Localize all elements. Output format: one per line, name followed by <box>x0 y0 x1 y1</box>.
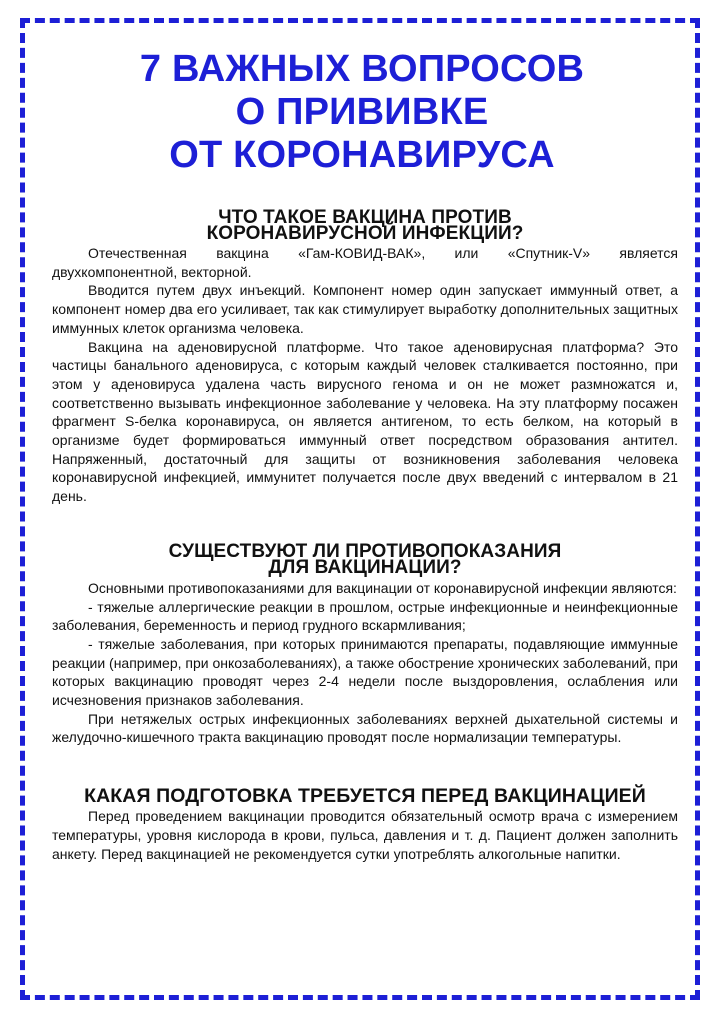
section-preparation <box>52 785 678 863</box>
section-heading <box>52 785 678 807</box>
poster-title <box>28 48 696 177</box>
paragraph: При нетяжелых острых инфекционных заболеваниях верхней дыхательной системы и желудочно-кишечного тракта вакцинацию проводят после нормализации температуры. <box>52 710 678 746</box>
title-line: ОТ КОРОНАВИРУСА <box>169 134 555 176</box>
heading-line: КАКАЯ ПОДГОТОВКА ТРЕБУЕТСЯ ПЕРЕД ВАКЦИНАЦИЕЙ <box>84 785 646 808</box>
list-item: - тяжелые заболевания, при которых принимаются препараты, подавляющие иммунные реакции (например, при онкозаболеваниях), а также обострение хронических заболеваний, при которых вакцинацию проводят через 2-4 недели после выздоровления, ослабления или исчезновения признаков заболевания. <box>52 635 678 709</box>
list-item: - тяжелые аллергические реакции в прошлом, острые инфекционные и неинфекционные заболевания, беременность и период грудного вскармливания; <box>52 598 678 634</box>
poster-content <box>52 207 678 863</box>
section-contraindications <box>52 540 678 747</box>
heading-line: ЧТО ТАКОЕ ВАКЦИНА ПРОТИВ <box>218 207 512 228</box>
heading-line: ДЛЯ ВАКЦИНАЦИИ? <box>268 556 462 578</box>
paragraph: Основными противопоказаниями для вакцинации от коронавирусной инфекции являются: <box>88 579 677 596</box>
section-heading <box>52 207 678 244</box>
paragraph: Вводится путем двух инъекций. Компонент номер один запускает иммунный ответ, а компонент номер два его усиливает, так как стимулирует выработку дополнительных защитных иммунных клеток организма человека. <box>52 282 678 336</box>
paragraph: Перед проведением вакцинации проводится обязательный осмотр врача с измерением температуры, уровня кислорода в крови, пульса, давления и т. д. Пациент должен заполнить анкету. Перед вакцинацией не рекомендуется сутки употреблять алкогольные напитки. <box>52 808 678 862</box>
section-what-is-vaccine <box>52 207 678 506</box>
section-heading <box>52 540 678 578</box>
heading-line: СУЩЕСТВУЮТ ЛИ ПРОТИВОПОКАЗАНИЯ <box>168 540 562 562</box>
heading-line: КОРОНАВИРУСНОЙ ИНФЕКЦИИ? <box>206 223 524 244</box>
title-line: 7 ВАЖНЫХ ВОПРОСОВ <box>139 48 585 90</box>
paragraph: Отечественная вакцина «Гам-КОВИД-ВАК», или «Спутник-V» является двухкомпонентной, векторной. <box>52 245 678 280</box>
paragraph: Вакцина на аденовирусной платформе. Что такое аденовирусная платформа? Это частицы банального аденовируса, с которым каждый человек сталкивается постоянно, при этом у аденовируса удалена часть вирусного генома и он не может размножатся и, соответственно вызывать инфекционное заболевание у человека. На эту платформу посажен фрагмент S-белка коронавируса, он является антигеном, то есть белком, на который в организме будет формироваться иммунный ответ посредством образования антител. Напряженный, достаточный для защиты от возникновения заболевания человека коронавирусной инфекцией, иммунитет получается после двух введений с интервалом в 21 день. <box>52 338 678 505</box>
title-line: О ПРИВИВКЕ <box>235 91 489 133</box>
